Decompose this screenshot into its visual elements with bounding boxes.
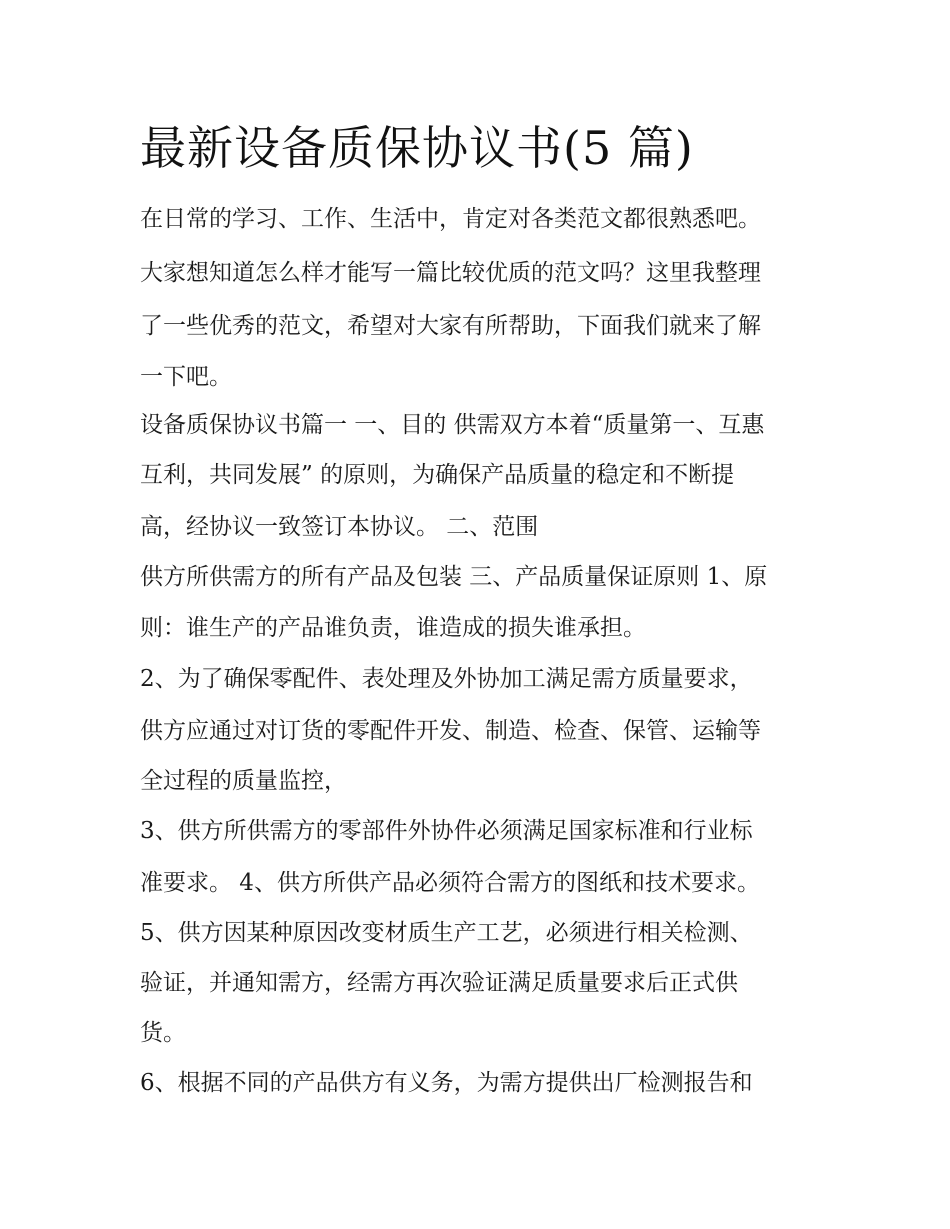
paragraph-line: 则：谁生产的产品谁负责，谁造成的损失谁承担。 [140,615,646,641]
paragraph-line: 大家想知道怎么样才能写一篇比较优质的范文吗？这里我整理 [140,260,761,286]
paragraph-line: 在日常的学习、工作、生活中，肯定对各类范文都很熟悉吧。 [140,206,761,232]
paragraph-line: 准要求。 4、供方所供产品必须符合需方的图纸和技术要求。 [140,870,760,896]
paragraph-line: 货。 [140,1020,186,1046]
paragraph-line: 高，经协议一致签订本协议。 二、范围 [140,514,539,540]
paragraph-line: 供方所供需方的所有产品及包装 三、产品质量保证原则 1、原 [140,564,768,590]
paragraph-line: 供方应通过对订货的零配件开发、制造、检查、保管、运输等 [140,718,761,744]
paragraph-line: 一下吧。 [140,364,232,390]
paragraph-line: 2、为了确保零配件、表处理及外协加工满足需方质量要求， [140,666,753,692]
paragraph-line: 6、根据不同的产品供方有义务，为需方提供出厂检测报告和 [140,1070,753,1096]
document-title: 最新设备质保协议书(5 篇) [140,121,694,175]
paragraph-line: 3、供方所供需方的零部件外协件必须满足国家标准和行业标 [140,818,753,844]
paragraph-line: 验证，并通知需方，经需方再次验证满足质量要求后正式供 [140,970,738,996]
paragraph-line: 互利，共同发展” 的原则，为确保产品质量的稳定和不断提 [140,462,735,488]
paragraph-line: 5、供方因某种原因改变材质生产工艺，必须进行相关检测、 [140,920,753,946]
paragraph-line: 了一些优秀的范文，希望对大家有所帮助，下面我们就来了解 [140,313,761,339]
paragraph-line: 全过程的质量监控， [140,768,347,794]
paragraph-line: 设备质保协议书篇一 一、目的 供需双方本着“质量第一、互惠 [140,412,765,438]
